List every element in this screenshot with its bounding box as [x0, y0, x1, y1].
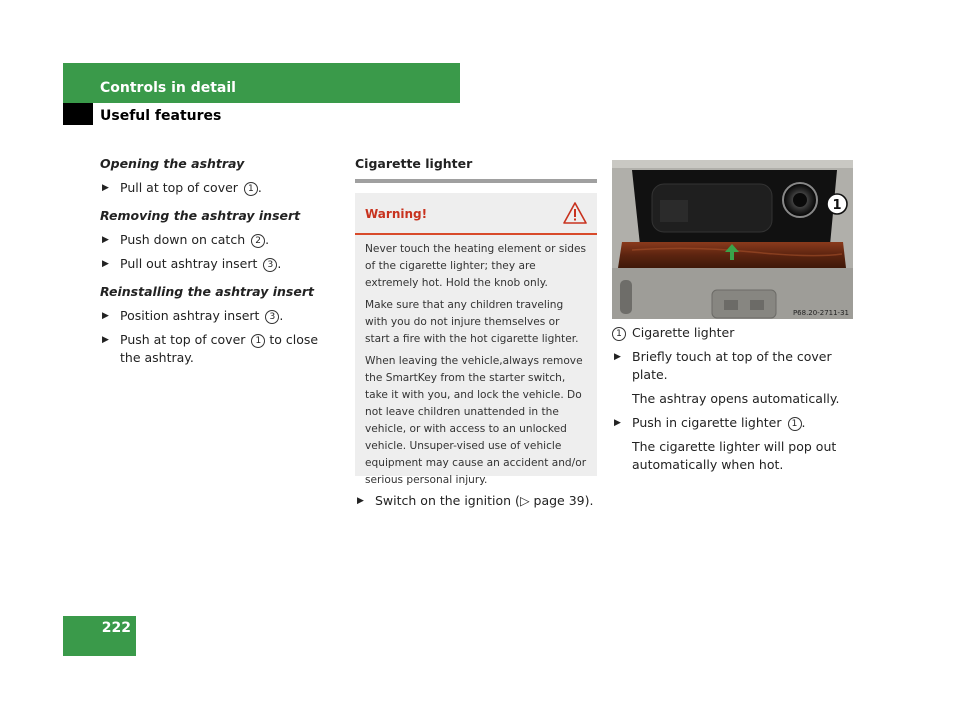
- callout-number: 3: [265, 310, 279, 324]
- photo-callout-1: 1: [832, 198, 842, 213]
- page-number: 222: [101, 620, 131, 636]
- lighter-caption-block: [612, 324, 854, 474]
- opening-heading: Opening the ashtray: [100, 156, 245, 171]
- warning-paragraph-1: Never touch the heating element or sides of the cigarette lighter; they are extremely hot. Hold the knob only.: [365, 243, 587, 289]
- reinstalling-step-2: ▶ Push at top of cover 1 to close the ashtray.: [100, 331, 335, 367]
- cigarette-lighter-section: [355, 155, 597, 183]
- page-reference-link[interactable]: ▷ page 39: [519, 493, 585, 508]
- opening-step: ▶ Pull at top of cover 1 .: [100, 179, 335, 197]
- section-title: Useful features: [100, 108, 222, 124]
- callout-number: 1: [251, 334, 265, 348]
- ashtray-instructions: [100, 155, 335, 367]
- ignition-step: ▶ Switch on the ignition (▷ page 39).: [355, 492, 597, 510]
- warning-header: [355, 193, 597, 235]
- callout-number: 1: [612, 327, 626, 341]
- callout-number: 2: [251, 234, 265, 248]
- section-rule: [355, 179, 597, 183]
- push-lighter-step: ▶ Push in cigarette lighter 1 .: [612, 414, 854, 432]
- ashtray-photo: [612, 160, 853, 319]
- warning-box: [355, 193, 597, 486]
- ashtray-illustration: [612, 160, 853, 319]
- callout-number: 1: [788, 417, 802, 431]
- warning-triangle-icon: [563, 202, 587, 224]
- callout-number: 1: [244, 182, 258, 196]
- touch-cover-result: The ashtray opens automatically.: [632, 391, 840, 406]
- warning-body: [355, 235, 597, 489]
- removing-step-2: ▶ Pull out ashtray insert 3 .: [100, 255, 335, 273]
- callout-number: 3: [263, 258, 277, 272]
- photo-caption: 1 Cigarette lighter: [612, 324, 854, 342]
- ignition-step-block: [355, 492, 597, 510]
- warning-title: Warning!: [365, 207, 428, 221]
- reinstalling-heading: Reinstalling the ashtray insert: [100, 284, 314, 299]
- touch-cover-step: ▶ Briefly touch at top of the cover plate.: [612, 348, 854, 384]
- removing-step-1: ▶ Push down on catch 2 .: [100, 231, 335, 249]
- warning-paragraph-2: Make sure that any children traveling with you do not injure themselves or start a fire with the hot cigarette lighter.: [365, 299, 579, 345]
- warning-paragraph-3: When leaving the vehicle,always remove the SmartKey from the starter switch, take it with you, and lock the vehicle. Do not leave children unattended in the vehicle, or with access to an unlocked vehicle. Unsuper-vised use of vehicle equipment may cause an accident and/or serious personal injury.: [365, 355, 587, 486]
- push-lighter-result: The cigarette lighter will pop out automatically when hot.: [632, 439, 837, 472]
- header-marker: [63, 103, 93, 125]
- reinstalling-step-1: ▶ Position ashtray insert 3 .: [100, 307, 335, 325]
- chapter-title: Controls in detail: [100, 80, 236, 96]
- cigarette-lighter-heading: Cigarette lighter: [355, 156, 473, 171]
- removing-heading: Removing the ashtray insert: [100, 208, 301, 223]
- photo-code: P68.20-2711-31: [792, 309, 849, 317]
